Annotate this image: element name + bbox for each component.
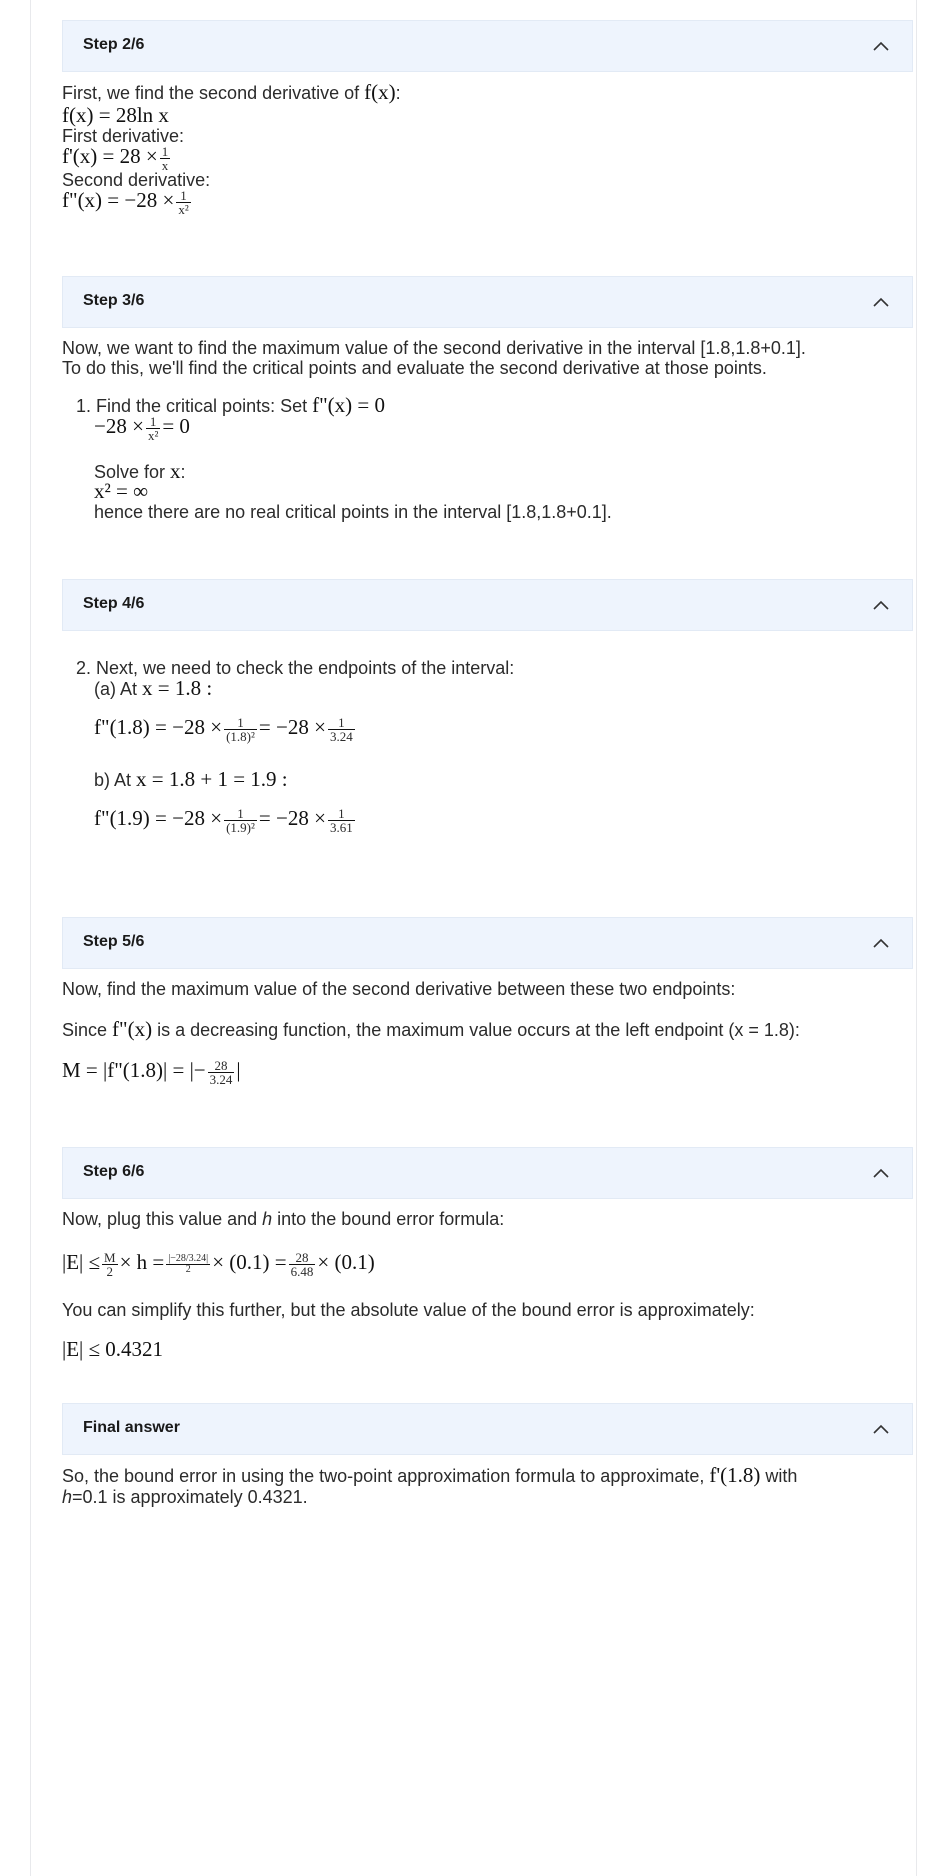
chevron-up-icon[interactable] (872, 936, 890, 950)
step2-eq2: f'(x) = 28 × $\frac{1}{x}$ (62, 143, 169, 173)
final-line1: So, the bound error in using the two-point approximation formula to approximate, f'(1.8) with (62, 1463, 798, 1487)
step-5-header[interactable] (62, 917, 913, 969)
step3-hence: hence there are no real critical points in the interval [1.8,1.8+0.1]. (94, 502, 612, 522)
step4-a-label: (a) At x = 1.8 : (94, 676, 213, 700)
chevron-up-icon[interactable] (872, 1166, 890, 1180)
final-answer-header[interactable] (62, 1403, 913, 1455)
step-6-header[interactable] (62, 1147, 913, 1199)
step3-eq: −28 × $\frac{1}{\text{x²}}$ = 0 (94, 413, 190, 443)
step4-b-label: b) At x = 1.8 + 1 = 1.9 : (94, 767, 288, 791)
step3-line1: Now, we want to find the maximum value of the second derivative in the interval [1.8,1.8+0.1]. (62, 338, 806, 358)
final-line2: h=0.1 is approximately 0.4321. (62, 1487, 308, 1507)
step6-result: |E| ≤ 0.4321 (62, 1337, 164, 1361)
step4-a-eq: f"(1.8) = −28 × $\frac{1}{\text{(1.8)²}}$ = −28 × $\frac{1}{3.24}$ (94, 714, 353, 744)
step-2-header[interactable] (62, 20, 913, 72)
step-title: Final answer (83, 1419, 180, 1436)
step-3-header[interactable] (62, 276, 913, 328)
chevron-up-icon[interactable] (872, 1422, 890, 1436)
step4-item2: 2. Next, we need to check the endpoints of the interval: (76, 658, 515, 678)
step6-line2: You can simplify this further, but the absolute value of the bound error is approximately: (62, 1300, 755, 1320)
step2-eq1: f(x) = 28ln x (62, 103, 169, 127)
step6-e-eq: |E| ≤ $\frac{M}{2}$ × h = $\frac{|-28/3.24|}{2}$ × (0.1) = $\frac{28}{6.48}$ × (0.1) (62, 1249, 375, 1279)
chevron-up-icon[interactable] (872, 598, 890, 612)
step3-solve: Solve for x: (94, 459, 186, 483)
step5-line2: Since f"(x) is a decreasing function, the maximum value occurs at the left endpoint (x = 1.8): (62, 1017, 800, 1041)
step4-b-eq: f"(1.9) = −28 × $\frac{1}{\text{(1.9)²}}$ = −28 × $\frac{1}{3.61}$ (94, 805, 353, 835)
step-title: Step 5/6 (83, 933, 145, 950)
step2-second-label: Second derivative: (62, 170, 211, 190)
step6-line1: Now, plug this value and h into the bound error formula: (62, 1209, 505, 1229)
step5-line1: Now, find the maximum value of the second derivative between these two endpoints: (62, 979, 736, 999)
step-4-header[interactable] (62, 579, 913, 631)
step2-first-label: First derivative: (62, 126, 185, 146)
step5-m-eq: M = |f"(1.8)| = |− $\frac{28}{3.24}$ | (62, 1057, 241, 1087)
step3-line2: To do this, we'll find the critical points and evaluate the second derivative at those points. (62, 358, 767, 378)
step2-eq3: f"(x) = −28 × $\frac{1}{\text{x²}}$ (62, 187, 189, 217)
step2-intro: First, we find the second derivative of f(x): (62, 80, 401, 104)
chevron-up-icon[interactable] (872, 39, 890, 53)
step-title: Step 6/6 (83, 1163, 145, 1180)
step3-xsq: x² = ∞ (94, 479, 149, 503)
chevron-up-icon[interactable] (872, 295, 890, 309)
step-title: Step 2/6 (83, 36, 145, 53)
step3-item1: 1. Find the critical points: Set f"(x) = 0 (76, 393, 386, 417)
step-title: Step 4/6 (83, 595, 145, 612)
step-title: Step 3/6 (83, 292, 145, 309)
